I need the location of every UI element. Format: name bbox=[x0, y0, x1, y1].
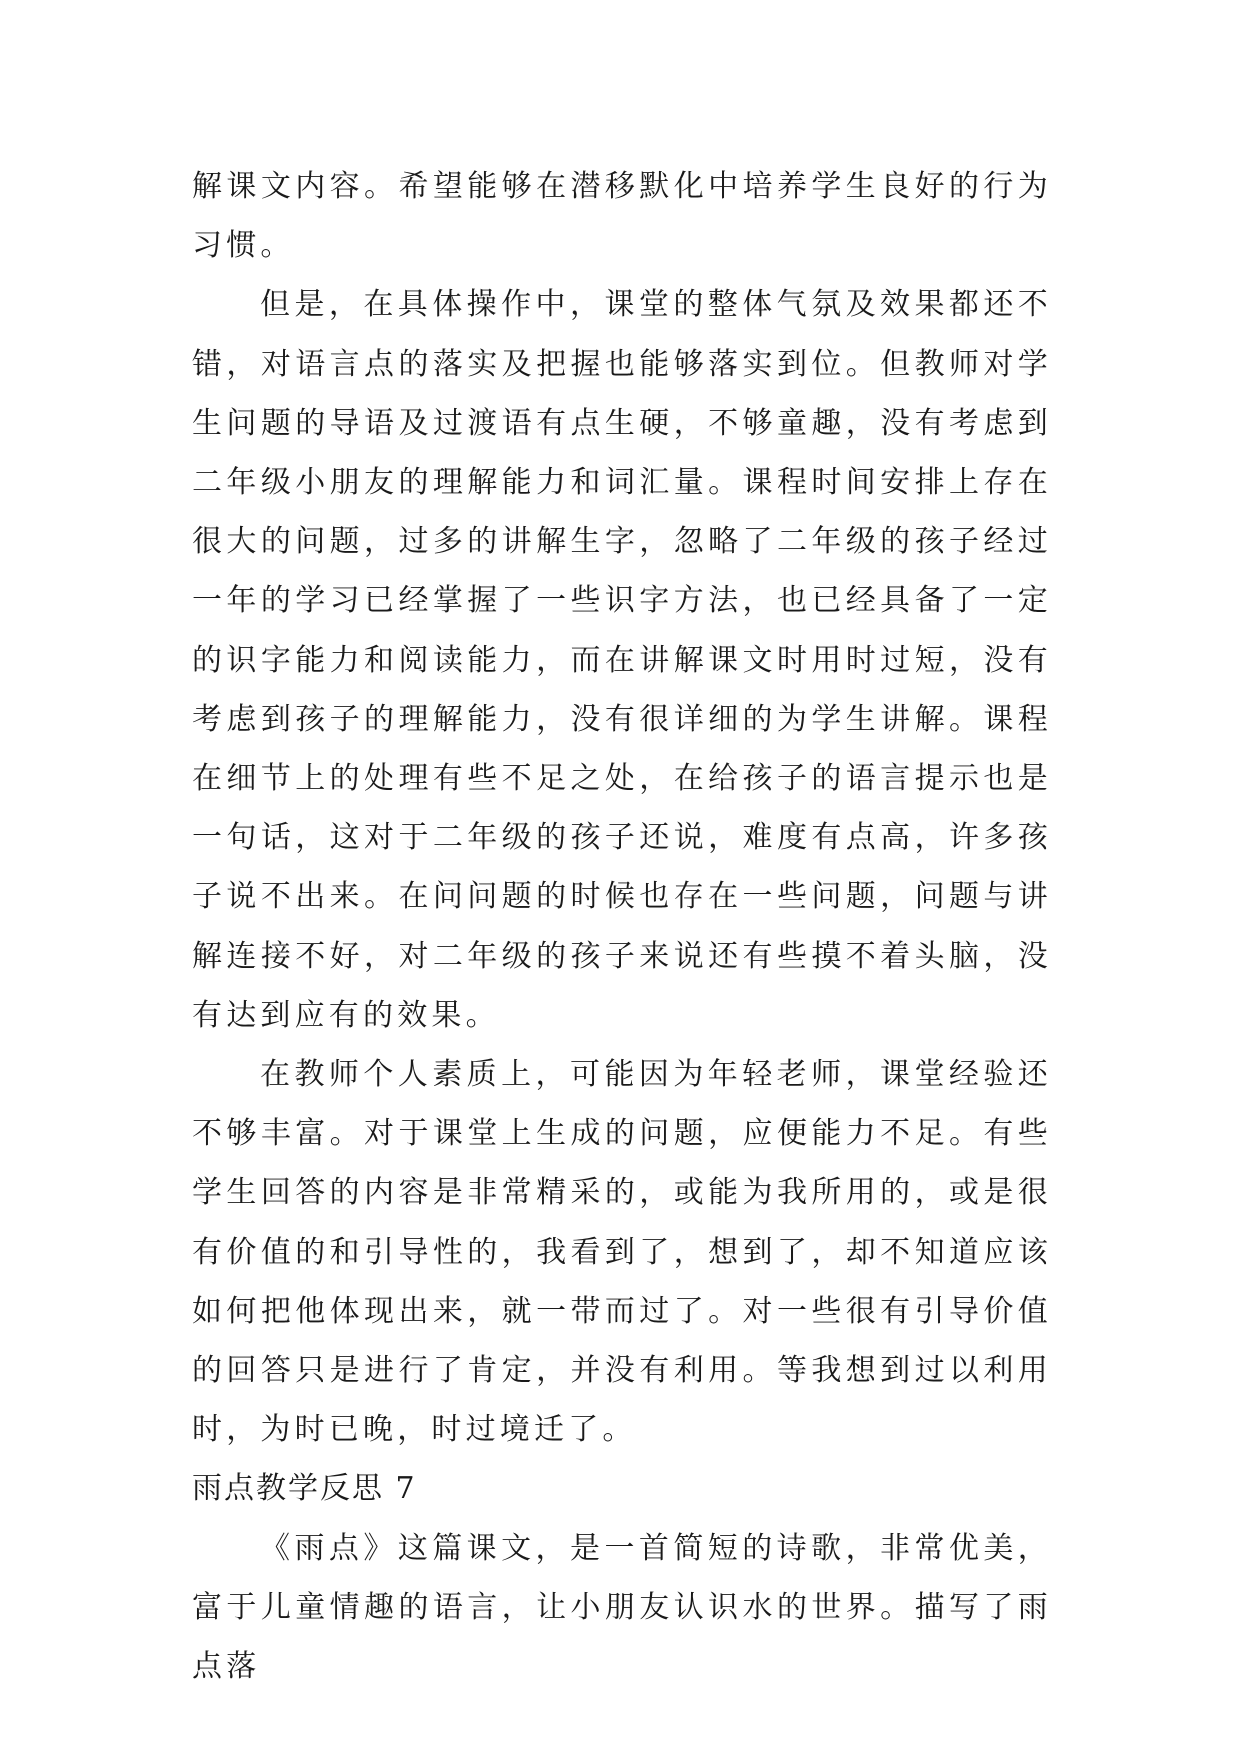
section-heading: 雨点教学反思 7 bbox=[192, 1471, 417, 1507]
paragraph-continuation: 解课文内容。希望能够在潜移默化中培养学生良好的行为习惯。 bbox=[192, 169, 1052, 264]
paragraph-reflection-operation: 但是，在具体操作中，课堂的整体气氛及效果都还不错，对语言点的落实及把握也能够落实到位。但教师对学生问题的导语及过渡语有点生硬，不够童趣，没有考虑到二年级小朋友的理解能力和词汇量。课程时间安排上存在很大的问题，过多的讲解生字，忽略了二年级的孩子经过一年的学习已经掌握了一些识字方法，也已经具备了一定的识字能力和阅读能力，而在讲解课文时用时过短，没有考虑到孩子的理解能力，没有很详细的为学生讲解。课程在细节上的处理有些不足之处，在给孩子的语言提示也是一句话，这对于二年级的孩子还说，难度有点高，许多孩子说不出来。在问问题的时候也存在一些问题，问题与讲解连接不好，对二年级的孩子来说还有些摸不着头脑，没有达到应有的效果。 bbox=[192, 287, 1052, 1033]
paragraph-reflection-teacher-quality: 在教师个人素质上，可能因为年轻老师，课堂经验还不够丰富。对于课堂上生成的问题，应便能力不足。有些学生回答的内容是非常精采的，或能为我所用的，或是很有价值的和引导性的，我看到了，想到了，却不知道应该如何把他体现出来，就一带而过了。对一些很有引导价值的回答只是进行了肯定，并没有利用。等我想到过以利用时，为时已晚，时过境迁了。 bbox=[192, 1057, 1052, 1448]
paragraph-raindrop-intro: 《雨点》这篇课文，是一首简短的诗歌，非常优美，富于儿童情趣的语言，让小朋友认识水的世界。描写了雨点落 bbox=[192, 1530, 1052, 1685]
document-page bbox=[192, 157, 1052, 1696]
